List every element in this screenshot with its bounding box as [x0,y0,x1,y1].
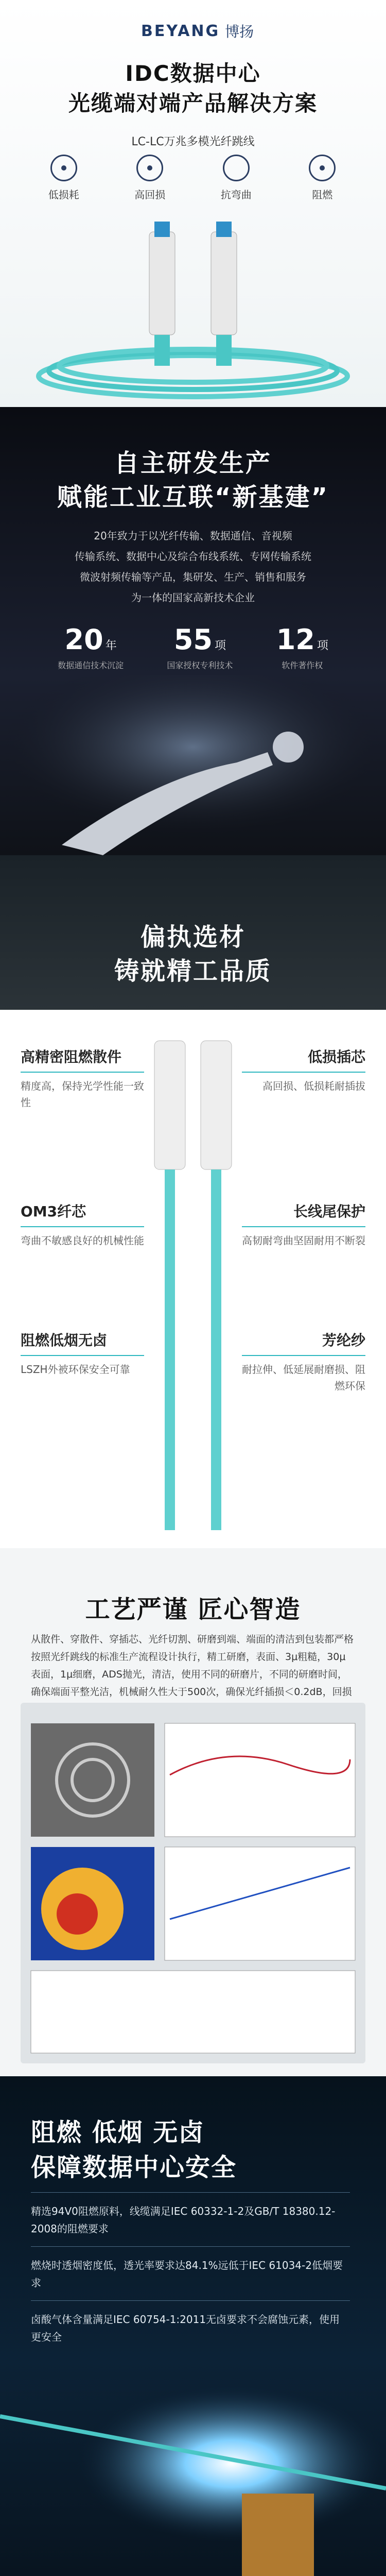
logo-en: BEYANG [141,22,220,40]
divider [31,2246,350,2247]
material-item [21,1200,144,1249]
logo-cn: 博扬 [225,23,254,40]
hero-title-1: IDC数据中心 [125,61,261,86]
stats-row [0,623,386,671]
material-title: 阻燃低烟无卤 [21,1329,144,1356]
feature-label: 抗弯曲 [220,189,252,201]
material-desc: 耐拉伸、低延展耐磨损、阻燃环保 [242,1363,365,1392]
divider [31,2300,350,2301]
intro-title-2: 赋能工业互联“新基建” [57,483,329,512]
low-loss-icon [50,155,77,181]
high-return-loss-icon [136,155,163,181]
craft-section [0,1548,386,2076]
stat-unit: 项 [214,639,226,652]
stat-unit: 年 [105,639,117,652]
intro-line: 为一体的国家高新技术企业 [131,591,255,604]
brand-logo [141,21,254,41]
feature-label: 高回损 [134,189,166,201]
material-item [242,1329,365,1394]
smoke-title-1: 阻燃 低烟 无卤 [31,2118,205,2147]
feature-flame [291,155,353,201]
robot-hand-image [0,675,386,855]
material-item [21,1046,144,1111]
stat-years [58,623,124,671]
smoke-section [0,2076,386,2576]
stat-number: 12 [276,623,315,656]
material-title: 长线尾保护 [242,1200,365,1227]
feature-low-loss [33,155,95,201]
stat-software [276,623,328,671]
materials-title-2: 铸就精工品质 [114,957,272,986]
lab-test-image [21,1703,365,2063]
stat-number: 20 [64,623,103,656]
flame-retardant-icon [309,155,336,181]
materials-section [0,855,386,1548]
intro-section [0,407,386,855]
stat-unit: 项 [317,639,328,652]
feature-high-return [119,155,181,201]
material-item [21,1329,144,1378]
material-desc: LSZH外被环保安全可靠 [21,1363,130,1376]
flame-test-image [0,2385,386,2576]
material-item [242,1200,365,1249]
intro-title-1: 自主研发生产 [114,449,272,478]
smoke-title-2: 保障数据中心安全 [31,2153,237,2182]
craft-paragraph: 从散件、穿散件、穿插芯、光纤切割、研磨到端、端面的清洁到包装都严格按照光纤跳线的标准生产流程设计执行，精工研磨，表面、3μ粗糙，30μ表面，1μ细磨，ADS抛光，清洁，使用不同的研磨片，不同的研磨时间，确保端面平整光洁，机械耐久性大于500次，确保光纤插损＜0.2dB，回损 [31,1634,354,1698]
stat-patents [167,623,233,671]
stat-number: 55 [173,623,213,656]
material-title: 高精密阻燃散件 [21,1046,144,1073]
feature-row [0,155,386,201]
material-title: 低损插芯 [242,1046,365,1073]
stat-label: 软件著作权 [282,660,323,670]
connector-closeup-image [134,1030,252,1546]
feature-label: 低损耗 [48,189,79,201]
smoke-para: 燃烧时透烟密度低，透光率要求达84.1%远低于IEC 61034-2低烟要求 [31,2259,343,2289]
material-desc: 高回损、低损耗耐插拔 [262,1080,365,1092]
material-desc: 精度高，保持光学性能一致性 [21,1080,144,1109]
material-desc: 高韧耐弯曲坚固耐用不断裂 [242,1234,365,1247]
product-cable-image [0,216,386,402]
hero-subtitle: LC-LC万兆多模光纤跳线 [131,135,255,148]
bend-resist-icon [223,155,250,181]
stat-label: 数据通信技术沉淀 [58,660,124,670]
craft-title: 工艺严谨 匠心智造 [85,1595,301,1624]
material-item [242,1046,365,1094]
smoke-para: 精选94V0阻燃原料，线缆满足IEC 60332-1-2及GB/T 18380.12-2008的阻燃要求 [31,2205,336,2235]
intro-line: 微波射频传输等产品，集研发、生产、销售和服务 [80,571,306,583]
stat-label: 国家授权专利技术 [167,660,233,670]
material-title: OM3纤芯 [21,1200,144,1227]
materials-title-1: 偏执选材 [140,923,245,952]
material-desc: 弯曲不敏感良好的机械性能 [21,1234,144,1247]
intro-line: 传输系统、数据中心及综合布线系统、专网传输系统 [75,550,311,563]
hero-title-2: 光缆端对端产品解决方案 [68,91,318,116]
intro-paragraph [0,526,386,608]
feature-label: 阻燃 [312,189,333,201]
feature-bend [205,155,267,201]
intro-line: 20年致力于以光纤传输、数据通信、音视频 [94,530,292,542]
material-title: 芳纶纱 [242,1329,365,1356]
hero-section [0,0,386,407]
divider [31,2192,350,2193]
smoke-para: 卤酸气体含量满足IEC 60754-1:2011无卤要求不会腐蚀元素，使用更安全 [31,2313,340,2343]
